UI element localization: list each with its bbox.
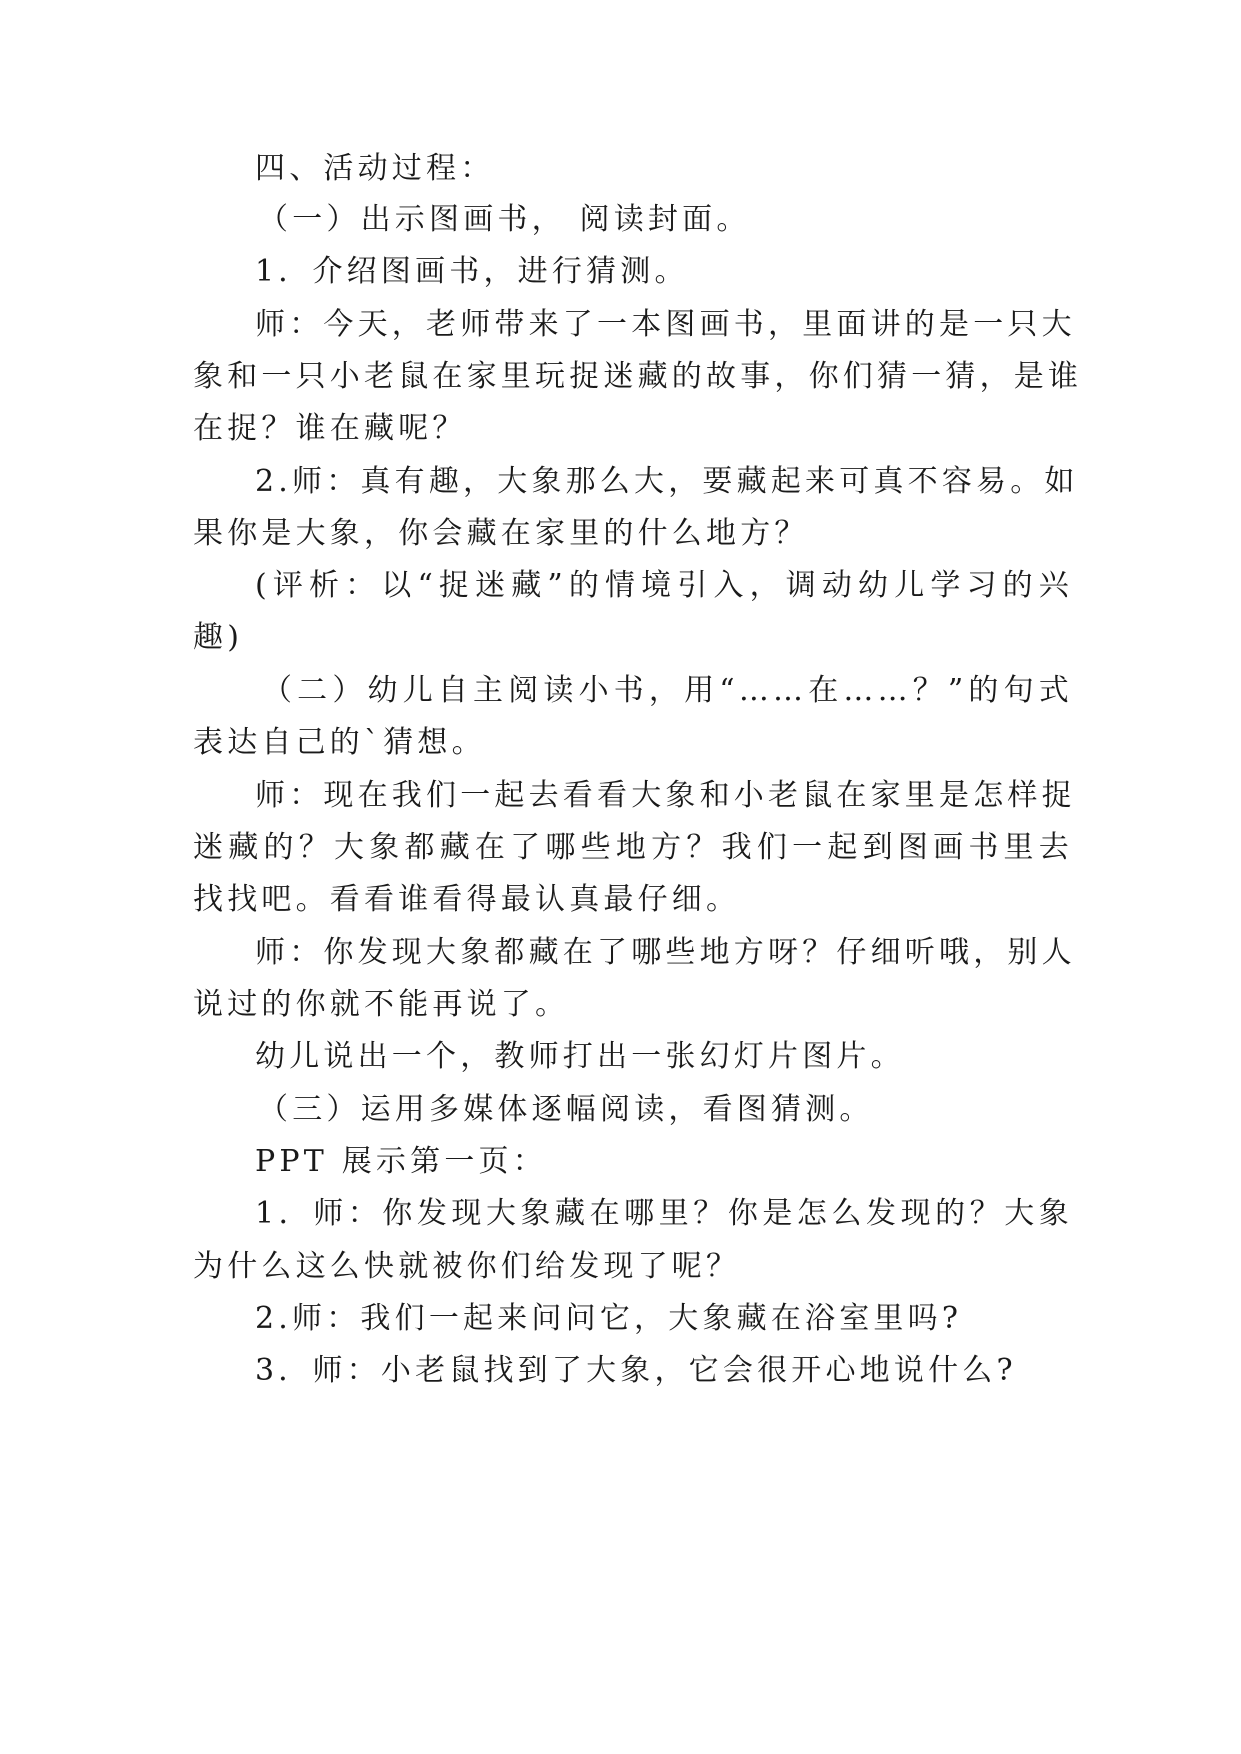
paragraph-line: 幼儿说出一个，教师打出一张幻灯片图片。 bbox=[255, 1039, 905, 1074]
paragraph-line: 找找吧。看看谁看得最认真最仔细。 bbox=[193, 882, 741, 917]
paragraph-line: 说过的你就不能再说了。 bbox=[193, 987, 570, 1022]
paragraph-line: 师：今天，老师带来了一本图画书，里面讲的是一只大 bbox=[255, 307, 1076, 342]
paragraph-line: (评析：以“捉迷藏”的情境引入，调动幼儿学习的兴 bbox=[255, 568, 1073, 603]
paragraph-line: 在捉？谁在藏呢？ bbox=[193, 411, 467, 446]
paragraph-line: 2.师：我们一起来问问它，大象藏在浴室里吗? bbox=[255, 1301, 963, 1336]
paragraph-line: 2.师：真有趣，大象那么大，要藏起来可真不容易。如 bbox=[255, 464, 1079, 499]
paragraph-line: 果你是大象，你会藏在家里的什么地方？ bbox=[193, 516, 809, 551]
paragraph-line: 迷藏的？大象都藏在了哪些地方？我们一起到图画书里去 bbox=[193, 830, 1073, 865]
paragraph-line: 表达自己的`猜想。 bbox=[193, 725, 486, 760]
subsection-heading: （一）出示图画书， 阅读封面。 bbox=[258, 202, 751, 237]
section-heading: 四、活动过程： bbox=[255, 151, 495, 186]
paragraph-line: 1．师：你发现大象藏在哪里？你是怎么发现的？大象 bbox=[255, 1196, 1073, 1231]
paragraph-line: 象和一只小老鼠在家里玩捉迷藏的故事，你们猜一猜，是谁 bbox=[193, 359, 1083, 394]
paragraph-line: 师：你发现大象都藏在了哪些地方呀？仔细听哦，别人 bbox=[255, 935, 1076, 970]
subsection-heading: （二）幼儿自主阅读小书，用“……在……？”的句式 bbox=[262, 673, 1073, 708]
paragraph-line: 师：现在我们一起去看看大象和小老鼠在家里是怎样捉 bbox=[255, 778, 1076, 813]
paragraph-line: PPT 展示第一页： bbox=[255, 1144, 547, 1179]
paragraph-line: 趣) bbox=[193, 620, 244, 655]
step-heading: 1．介绍图画书，进行猜测。 bbox=[255, 254, 689, 289]
subsection-heading: （三）运用多媒体逐幅阅读，看图猜测。 bbox=[258, 1092, 874, 1127]
paragraph-line: 为什么这么快就被你们给发现了呢？ bbox=[193, 1249, 741, 1284]
paragraph-line: 3．师：小老鼠找到了大象，它会很开心地说什么? bbox=[255, 1353, 1017, 1388]
